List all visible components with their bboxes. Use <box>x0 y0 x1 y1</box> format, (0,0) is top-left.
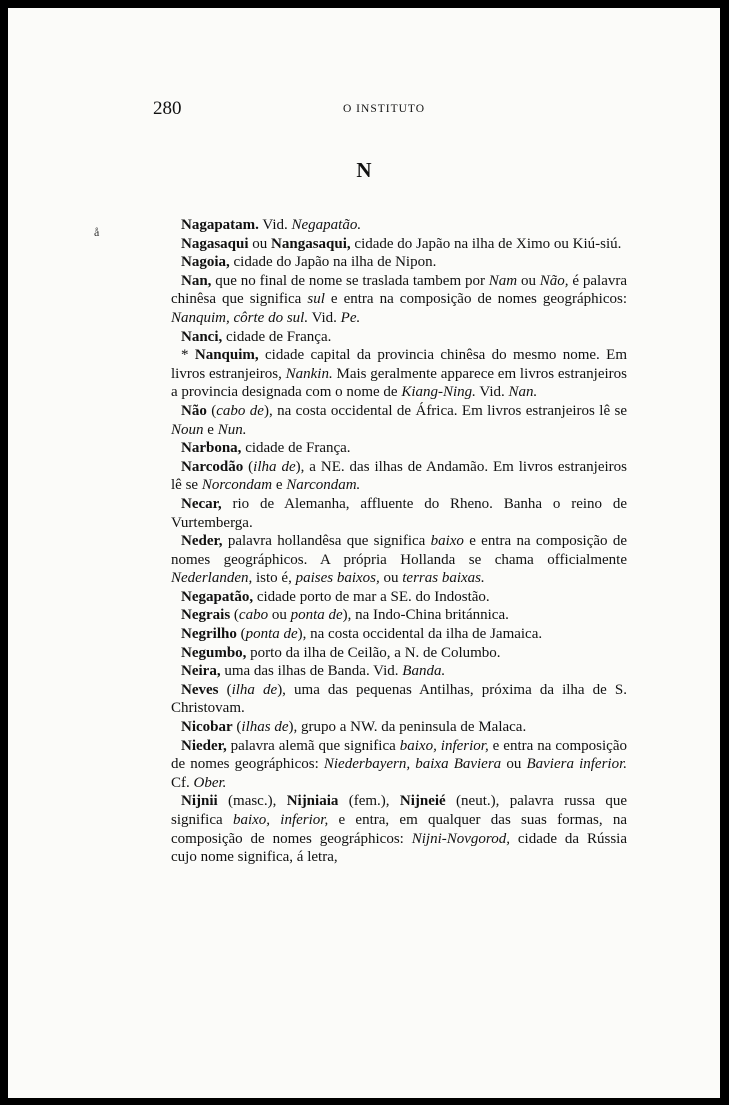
entry-nijnii: Nijnii (masc.), Nijniaia (fem.), Nijneié (neut.), palavra russa que significa baixo, inferior, e entra, em qualquer das suas formas, na composição de nomes geográphicos: Nijni-Novgorod, cidade da Rússia cujo nome significa, á letra, <box>171 793 628 866</box>
headword: Nan, <box>181 272 212 289</box>
dictionary-entries <box>171 216 627 867</box>
headword: Negrais <box>181 607 231 624</box>
running-title: O INSTITUTO <box>343 103 426 115</box>
entry-negapatao: Negapatão, cidade porto de mar a SE. do Indostão. <box>181 588 490 605</box>
headword: Nieder, <box>181 737 227 754</box>
entry-neves: Neves (ilha de), uma das pequenas Antilhas, próxima da ilha de S. Christovam. <box>171 681 627 717</box>
entry-nanci: Nanci, cidade de França. <box>181 328 332 345</box>
entry-negrais: Negrais (cabo ou ponta de), na Indo-China británnica. <box>181 607 509 624</box>
headword: Negapatão, <box>181 588 254 605</box>
section-letter: N <box>356 158 372 182</box>
headword: Neves <box>181 681 219 698</box>
headword: Neder, <box>181 533 223 550</box>
entry-nan: Nan, que no final de nome se traslada tambem por Nam ou Não, é palavra chinêsa que significa sul e entra na composição de nomes geográphicos: Nanquim, côrte do sul. Vid. Pe. <box>171 272 628 326</box>
entry-nieder: Nieder, palavra alemã que significa baixo, inferior, e entra na composição de nomes geográphicos: Niederbayern, baixa Baviera ou Baviera inferior. Cf. Ober. <box>171 737 628 791</box>
entry-nicobar: Nicobar (ilhas de), grupo a NW. da peninsula de Malaca. <box>181 719 527 736</box>
headword: Nicobar <box>181 719 233 736</box>
entry-necar: Necar, rio de Alemanha, affluente do Rheno. Banha o reino de Vurtemberga. <box>171 495 627 531</box>
headword: Nagoia, <box>181 254 230 271</box>
headword: Nanci, <box>181 328 223 345</box>
entry-nagapatam: Nagapatam. Vid. Negapatão. <box>181 217 362 233</box>
entry-nagoia: Nagoia, cidade do Japão na ilha de Nipon. <box>181 254 437 271</box>
headword: Nagasaqui <box>181 235 249 252</box>
entry-narbona: Narbona, cidade de França. <box>181 440 351 457</box>
headword: Narbona, <box>181 440 242 457</box>
entry-negrilho: Negrilho (ponta de), na costa occidental da ilha de Jamaica. <box>181 626 543 643</box>
entry-nao: Não (cabo de), na costa occidental de África. Em livros estranjeiros lê se Noun e Nun. <box>171 402 627 438</box>
entry-narcodao: Narcodão (ilha de), a NE. das ilhas de Andamão. Em livros estranjeiros lê se Norcondam e Narcondam. <box>171 458 628 494</box>
entry-nanquim: * Nanquim, cidade capital da provincia chinêsa do mesmo nome. Em livros estranjeiros, Nankin. Mais geralmente apparece em livros estranjeiros a provincia designada com o nome de Kiang-Ning. Vid. Nan. <box>171 347 628 401</box>
headword: Neira, <box>181 663 221 680</box>
entry-negumbo: Negumbo, porto da ilha de Ceilão, a N. de Columbo. <box>181 644 501 661</box>
headword: Nangasaqui, <box>271 235 351 252</box>
headword: Nagapatam. <box>181 217 259 233</box>
entry-neira: Neira, uma das ilhas de Banda. Vid. Banda. <box>181 663 446 680</box>
headword: Nijnii <box>181 793 218 810</box>
headword: Negumbo, <box>181 644 247 661</box>
headword: Necar, <box>181 495 222 512</box>
headword: Nijniaia <box>286 793 339 810</box>
entry-nagasaqui: Nagasaqui ou Nangasaqui, cidade do Japão na ilha de Ximo ou Kiú-siú. <box>181 235 622 252</box>
entry-neder: Neder, palavra hollandêsa que significa baixo e entra na composição de nomes geográphicos. A própria Hollanda se chama officialmente Nederlanden, isto é, paises baixos, ou terras baixas. <box>171 533 627 587</box>
page-header <box>153 98 583 122</box>
headword: Negrilho <box>181 626 237 643</box>
headword: Narcodão <box>181 458 244 475</box>
margin-mark: å <box>94 225 100 239</box>
headword: Não <box>181 402 207 419</box>
page-number: 280 <box>153 98 182 119</box>
headword: Nijneié <box>399 793 446 810</box>
asterisk-mark: * <box>181 347 195 364</box>
headword: Nanquim, <box>194 347 259 364</box>
book-page <box>8 8 720 1098</box>
